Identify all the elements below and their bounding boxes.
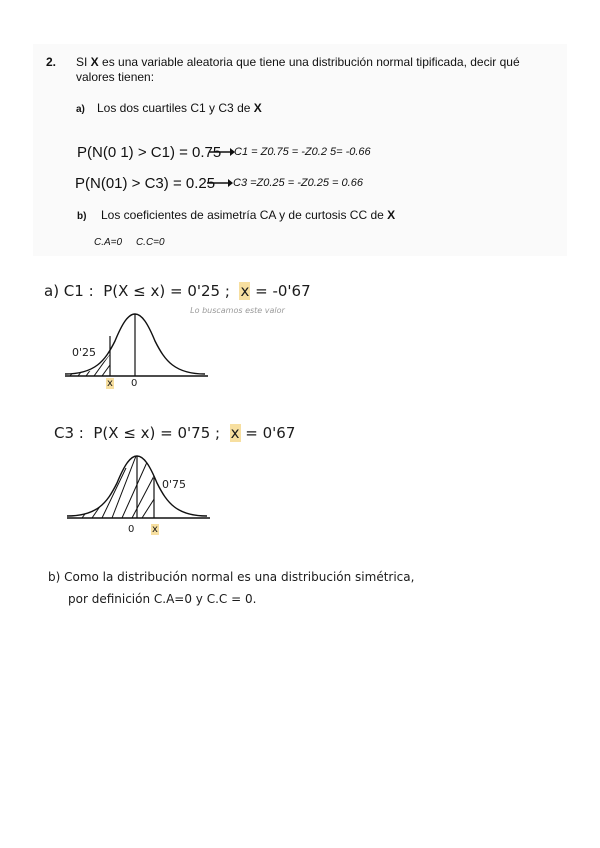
formula-c3: P(N(01) > C3) = 0.25: [75, 175, 216, 192]
handwritten-note: Lo buscamos este valor: [190, 306, 285, 315]
formula-c1: P(N(0 1) > C1) = 0.75: [77, 144, 222, 161]
arrow-icon: [208, 146, 236, 158]
question-number: 2.: [46, 55, 57, 69]
part-b-text: Los coeficientes de asimetría CA y de curtosis CC de X: [101, 208, 396, 222]
part-b-handwritten-2: por definición C.A=0 y C.C = 0.: [68, 592, 257, 606]
plot2-zero-label: 0: [128, 524, 135, 535]
part-a-label: a): [76, 104, 85, 115]
part-b-label: b): [77, 211, 87, 222]
plot1-zero-label: 0: [131, 378, 138, 389]
c3-equation: C3 : P(X ≤ x) = 0'75 ; x = 0'67: [54, 424, 296, 442]
part-a-text: Los dos cuartiles C1 y C3 de X: [97, 101, 262, 115]
arrow-icon: [206, 177, 234, 189]
question-text: SI X es una variable aleatoria que tiene una distribución normal tipificada, decir qué valores tienen:: [76, 55, 520, 84]
normal-curve-c3: [62, 448, 212, 528]
c1-equation: a) C1 : P(X ≤ x) = 0'25 ; x = -0'67: [44, 282, 311, 300]
plot2-x-label: x: [152, 524, 158, 535]
result-c3: C3 =Z0.25 = -Z0.25 = 0.66: [233, 177, 363, 189]
result-c1: C1 = Z0.75 = -Z0.2 5= -0.66: [234, 146, 371, 158]
part-b-answer: C.A=0 C.C=0: [94, 237, 165, 248]
part-b-handwritten-1: b) Como la distribución normal es una distribución simétrica,: [48, 570, 415, 584]
plot1-x-label: x: [107, 378, 113, 389]
plot2-area-label: 0'75: [162, 478, 187, 491]
plot1-area-label: 0'25: [72, 346, 97, 359]
